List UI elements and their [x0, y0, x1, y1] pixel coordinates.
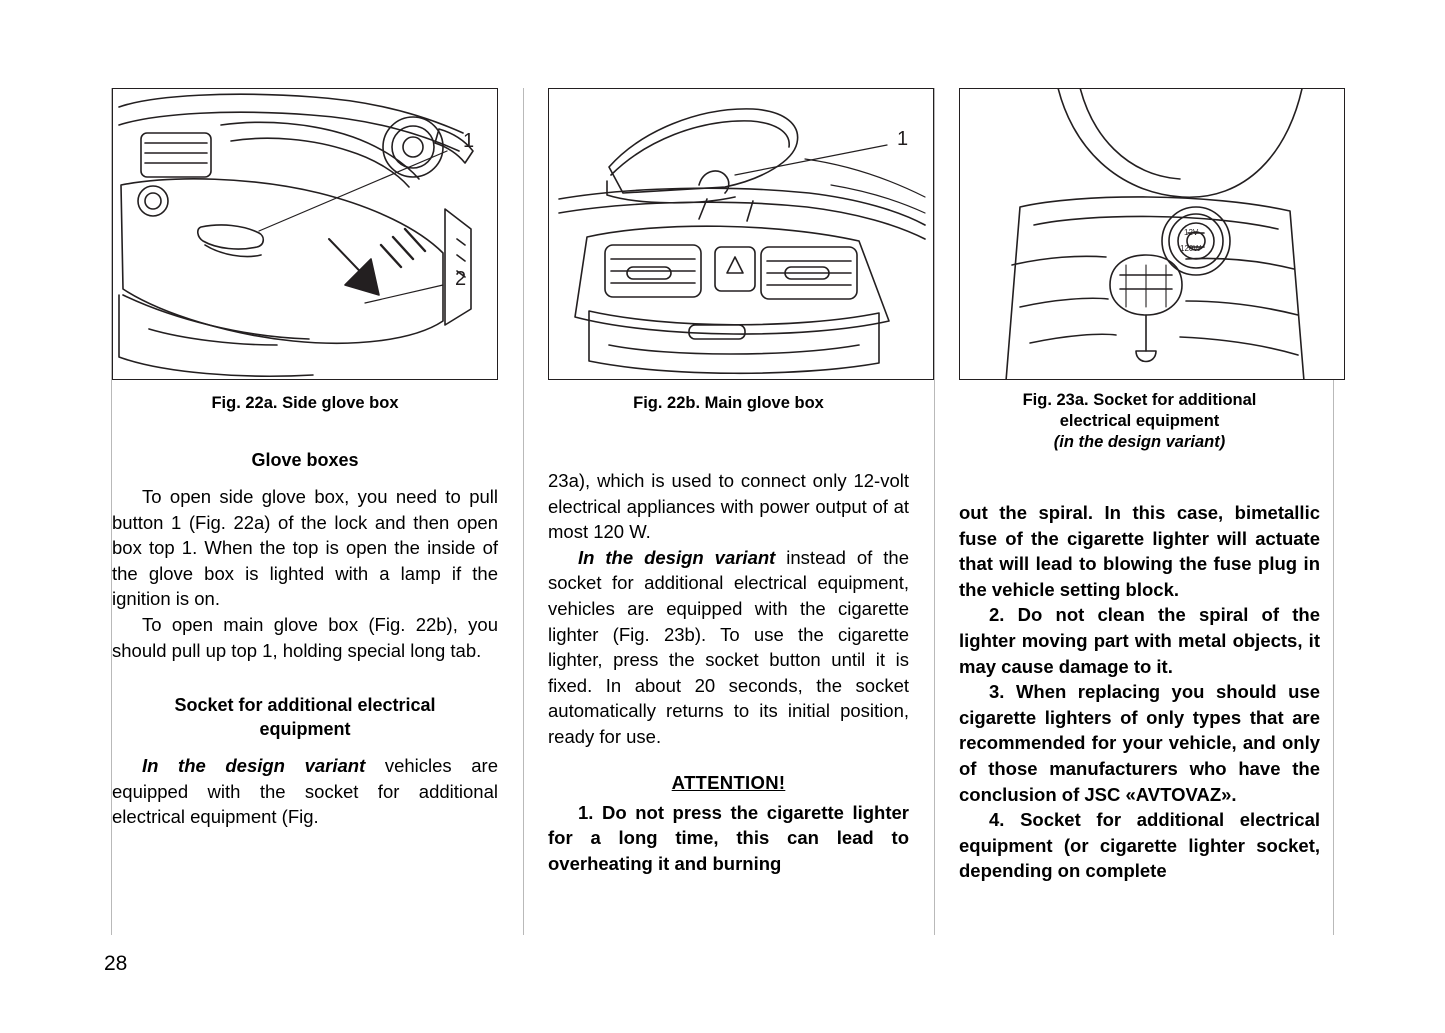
paragraph-design-variant-lighter — [548, 545, 909, 750]
figure-22a-image — [112, 88, 498, 380]
figure-23a-caption — [959, 390, 1320, 453]
attention-item-4: 4. Socket for additional electrical equipment (or cigarette lighter socket, depending on complete — [959, 809, 1320, 882]
socket-rating-label-2: 120W — [1180, 244, 1201, 253]
design-variant-lead-1: In the design variant — [142, 755, 366, 777]
figure-22b-image — [548, 88, 934, 380]
heading-socket-line1: Socket for additional electrical — [174, 695, 436, 716]
heading-socket-additional-equipment — [112, 693, 498, 741]
figure-23a-caption-line3: (in the design variant) — [1053, 433, 1226, 451]
paragraph-attention-continuation: out the spiral. In this case, bimetallic fuse of the cigarette lighter will actuate that will lead to blowing the fuse plug in the vehicle setting block. — [959, 502, 1320, 600]
attention-item-3: 3. When replacing you should use cigarette lighters of only types that are recommended for your vehicle, and only of those manufacturers who have the conclusion of JSC «AVTOVAZ». — [959, 681, 1320, 805]
design-variant-lead-2: In the design variant — [578, 546, 776, 568]
paragraph-socket-continuation: 23a), which is used to connect only 12-volt electrical appliances with power output of at most 120 W. — [548, 470, 909, 543]
attention-item-1: 1. Do not press the cigarette lighter for a long time, this can lead to overheating it and burning — [548, 801, 909, 874]
column-2 — [523, 88, 909, 876]
socket-additional-equipment-illustration — [960, 89, 1345, 380]
heading-glove-boxes: Glove boxes — [251, 450, 359, 470]
side-glove-box-illustration — [113, 89, 498, 380]
main-glove-box-illustration — [549, 89, 934, 380]
figure-23a-image — [959, 88, 1345, 380]
figure-23a-caption-line1: Fig. 23a. Socket for additional — [1022, 391, 1257, 409]
callout-1-label: 1 — [463, 130, 475, 152]
socket-rating-label-1: 12V — [1184, 228, 1199, 237]
figure-23a-caption-line2: electrical equipment — [1059, 412, 1220, 430]
attention-heading: ATTENTION! — [671, 771, 786, 793]
page-columns — [112, 88, 1334, 938]
page-number: 28 — [104, 952, 128, 975]
paragraph-open-side-glove-box: To open side glove box, you need to pull button 1 (Fig. 22a) of the lock and then open box top 1. When the top is open the inside of the glove box is lighted with a lamp if the ignition is on. — [112, 486, 498, 610]
column-3 — [934, 88, 1320, 884]
column-divider-2 — [934, 88, 935, 935]
column-divider-1 — [523, 88, 524, 935]
column-1 — [112, 88, 498, 830]
paragraph-open-main-glove-box: To open main glove box (Fig. 22b), you should pull up top 1, holding special long tab. — [112, 613, 498, 661]
callout-2-label: 2 — [455, 268, 467, 290]
attention-item-2: 2. Do not clean the spiral of the lighter moving part with metal objects, it may cause damage to it. — [959, 604, 1320, 677]
figure-22a-caption: Fig. 22a. Side glove box — [211, 394, 399, 412]
callout-1-label: 1 — [897, 128, 909, 150]
design-variant-rest-1: vehicles are equipped with the socket for additional electrical equipment (Fig. — [112, 755, 498, 828]
figure-22b-caption: Fig. 22b. Main glove box — [633, 394, 824, 412]
paragraph-design-variant-socket — [112, 753, 498, 830]
design-variant-rest-2: instead of the socket for additional electrical equipment, vehicles are equipped with the cigarette lighter (Fig. 23b). To use the cigarette lighter, press the socket button until it is fixed. In about 20 seconds, the socket automatically returns to its initial position, ready for use. — [548, 546, 909, 747]
heading-socket-line2: equipment — [259, 719, 351, 740]
